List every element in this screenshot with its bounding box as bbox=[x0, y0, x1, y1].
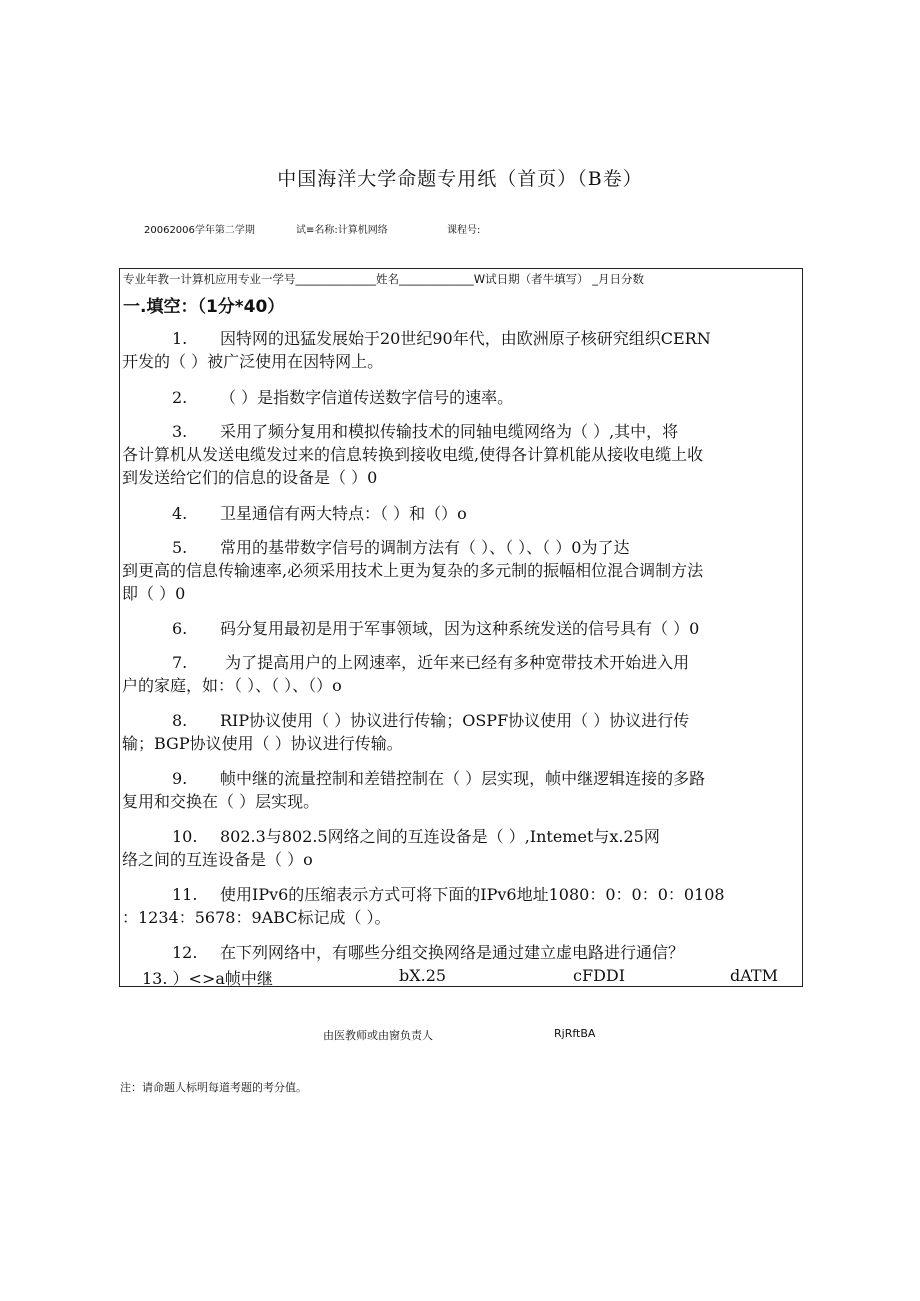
course-number: 课程号: bbox=[447, 225, 481, 236]
footer-signature-label: 由医教师或由窗负责人 bbox=[323, 1029, 433, 1042]
footer-note: 注：请命题人标明每道考题的考分值。 bbox=[120, 1081, 307, 1094]
question-line: （ ）是指数字信道传送数字信号的速率。 bbox=[220, 388, 514, 407]
question bbox=[122, 420, 798, 489]
question-line: 户的家庭，如：（ ）、（ ）、（）o bbox=[122, 676, 342, 695]
question bbox=[122, 941, 798, 964]
question bbox=[122, 386, 798, 409]
question bbox=[122, 617, 798, 640]
question-number: 11. bbox=[172, 885, 198, 904]
semester: 20062006学年第二学期 bbox=[144, 225, 255, 236]
question-line: 开发的（ ）被广泛使用在因特网上。 bbox=[122, 352, 384, 371]
student-info-line: 专业年教一计算机应用专业一学号______________姓名_____________W试日期（者牛填写） _月日分数 bbox=[123, 272, 645, 286]
option-b: bX.25 bbox=[399, 966, 447, 985]
question-number: 9. bbox=[172, 769, 188, 788]
question-line: 即（ ）0 bbox=[122, 584, 186, 603]
question-number: 10. bbox=[172, 827, 198, 846]
question-line: 码分复用最初是用于军事领域，因为这种系统发送的信号具有（ ）0 bbox=[220, 619, 700, 638]
question bbox=[122, 709, 798, 755]
question-line: 帧中继的流量控制和差错控制在（ ）层实现，帧中继逻辑连接的多路 bbox=[220, 769, 706, 788]
question-line: 到更高的信息传输速率,必须采用技术上更为复杂的多元制的振幅相位混合调制方法 bbox=[122, 561, 704, 580]
question-line: 络之间的互连设备是（ ）o bbox=[122, 850, 313, 869]
question-number: 6. bbox=[172, 619, 188, 638]
question-line: 卫星通信有两大特点：（ ）和（）o bbox=[220, 504, 467, 523]
question-line: 输；BGP协议使用（ ）协议进行传输。 bbox=[122, 734, 403, 753]
question-line: 为了提高用户的上网速率，近年来已经有多种宽带技术开始进入用 bbox=[220, 653, 690, 672]
exam-box bbox=[119, 268, 803, 987]
course-name: 试≡名称:计算机网络 bbox=[296, 225, 388, 236]
question-line: ：1234：5678：9ABC标记成（ ）。 bbox=[122, 908, 391, 927]
page-title: 中国海洋大学命题专用纸（首页）（B卷） bbox=[277, 168, 643, 190]
question-line: 802.3与802.5网络之间的互连设备是（ ）,Intemet与x.25网 bbox=[220, 827, 660, 846]
question-line: 使用IPv6的压缩表示方式可将下面的IPv6地址1080：0：0：0：0108 bbox=[220, 885, 725, 904]
section-title: 一.填空：（1分*40） bbox=[123, 297, 285, 317]
question bbox=[122, 502, 798, 525]
option-a: 13. ）<>a帧中继 bbox=[142, 969, 273, 988]
question-line: 在下列网络中，有哪些分组交换网络是通过建立虚电路进行通信？ bbox=[220, 943, 685, 962]
question-number: 8. bbox=[172, 711, 188, 730]
question-number: 12. bbox=[172, 943, 198, 962]
question-line: 到发送给它们的信息的设备是（ ）0 bbox=[122, 468, 378, 487]
question-number: 7. bbox=[172, 653, 188, 672]
question bbox=[122, 883, 798, 929]
question bbox=[122, 327, 798, 373]
question-number: 5. bbox=[172, 538, 188, 557]
option-c: cFDDI bbox=[573, 966, 626, 985]
question bbox=[122, 651, 798, 697]
footer-right-text: RjRftBA bbox=[554, 1027, 596, 1040]
question-line: 各计算机从发送电缆发过来的信息转换到接收电缆,使得各计算机能从接收电缆上收 bbox=[122, 445, 704, 464]
question bbox=[122, 767, 798, 813]
question-number: 3. bbox=[172, 422, 188, 441]
question-line: RIP协议使用（ ）协议进行传输；OSPF协议使用（ ）协议进行传 bbox=[220, 711, 690, 730]
question-line: 常用的基带数字信号的调制方法有（ ）、（ ）、（ ）0为了达 bbox=[220, 538, 630, 557]
question bbox=[122, 536, 798, 605]
question-line: 复用和交换在（ ）层实现。 bbox=[122, 792, 320, 811]
question-number: 2. bbox=[172, 388, 188, 407]
question-number: 4. bbox=[172, 504, 188, 523]
question bbox=[122, 825, 798, 871]
question-line: 采用了频分复用和模拟传输技术的同轴电缆网络为（ ）,其中，将 bbox=[220, 422, 679, 441]
question-number: 1. bbox=[172, 329, 188, 348]
option-d: dATM bbox=[730, 966, 778, 985]
question-line: 因特网的迅猛发展始于20世纪90年代，由欧洲原子核研究组织CERN bbox=[220, 329, 711, 348]
